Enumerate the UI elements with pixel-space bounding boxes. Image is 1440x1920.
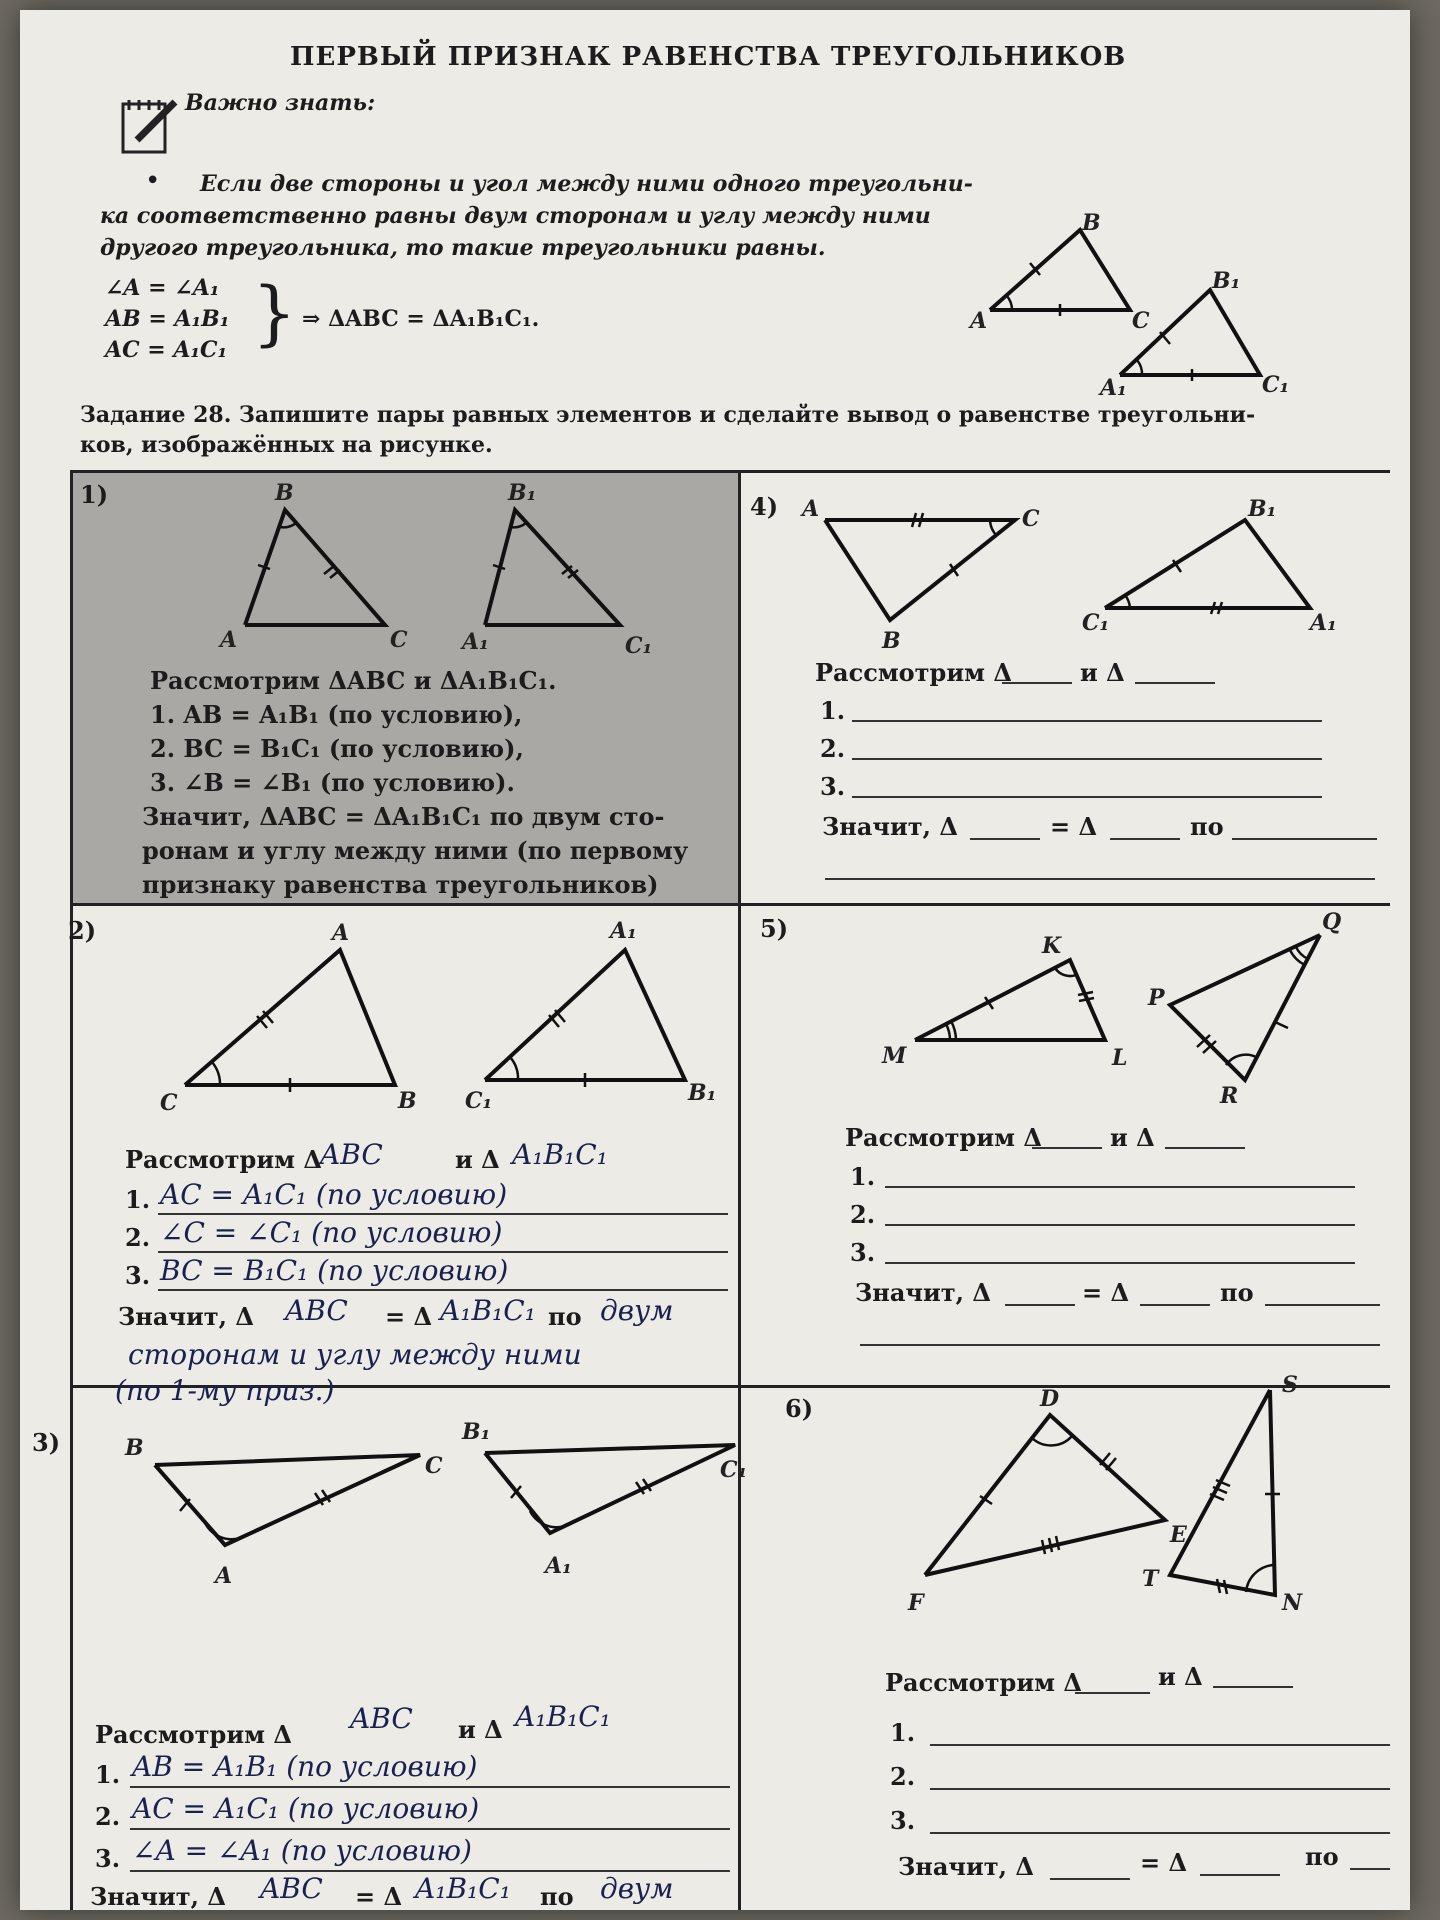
rule-line-3: другого треугольника, то такие треугольники равны. [100, 235, 826, 261]
cell-3-hw-c1[interactable]: ABC [260, 1872, 323, 1905]
cell-1-number: 1) [80, 480, 109, 509]
label-a1: A₁ [1100, 375, 1127, 401]
cell-2-hw-reason-2[interactable]: (по 1-му приз.) [115, 1374, 335, 1407]
cell-5-and: и Δ [1110, 1123, 1155, 1152]
cell-5-therefore: Значит, Δ [855, 1278, 991, 1307]
cell-1-line-1: Рассмотрим ΔABC и ΔA₁B₁C₁. [150, 666, 557, 695]
cell-2-line-2 [158, 1251, 728, 1253]
cell-3-l2: 2. [95, 1802, 121, 1831]
rule-figure [960, 210, 1300, 410]
label-b1: B₁ [508, 480, 537, 506]
task-line-2: ков, изображённых на рисунке. [80, 432, 493, 458]
cell-3-eq: = Δ [355, 1882, 403, 1911]
cell-5-l2: 2. [850, 1200, 876, 1229]
cell-4-number: 4) [750, 492, 779, 521]
cell-5-l1: 1. [850, 1162, 876, 1191]
cell-5-l3: 3. [850, 1238, 876, 1267]
cell-5-eq: = Δ [1082, 1278, 1130, 1307]
label-c: C [425, 1453, 443, 1479]
cell-2-line-1 [158, 1213, 728, 1215]
label-b1: B₁ [688, 1080, 717, 1106]
label-t: T [1142, 1566, 1159, 1592]
page-title: ПЕРВЫЙ ПРИЗНАК РАВЕНСТВА ТРЕУГОЛЬНИКОВ [290, 42, 1127, 72]
cell-2-line-3 [158, 1289, 728, 1291]
label-b: B [1082, 210, 1101, 236]
cell-3-hw-1[interactable]: AB = A₁B₁ (по условию) [132, 1750, 478, 1783]
label-a: A [215, 1563, 233, 1589]
cell-4-blank-c2[interactable] [1110, 838, 1180, 840]
label-d: D [1040, 1386, 1060, 1412]
condition-ab: AB = A₁B₁ [105, 306, 230, 332]
label-b: B [882, 628, 901, 654]
label-c1: C₁ [1262, 372, 1290, 398]
cell-3-hw-c2[interactable]: A₁B₁C₁ [415, 1872, 511, 1905]
label-a: A [332, 920, 350, 946]
cell-4-by: по [1190, 812, 1224, 841]
cell-4-eq: = Δ [1050, 812, 1098, 841]
cell-1-line-3: 2. BC = B₁C₁ (по условию), [150, 734, 524, 763]
cell-6-blank-by[interactable] [1350, 1868, 1390, 1870]
cell-4-blank-reason[interactable] [825, 878, 1375, 880]
cell-3-hw-t1[interactable]: ABC [350, 1702, 413, 1735]
cell-4-blank-by[interactable] [1232, 838, 1377, 840]
label-a1: A₁ [462, 629, 489, 655]
cell-3-l3: 3. [95, 1844, 121, 1873]
cell-2-hw-2[interactable]: ∠C = ∠C₁ (по условию) [160, 1216, 503, 1249]
cell-5-figure [870, 905, 1350, 1115]
label-a1: A₁ [545, 1553, 572, 1579]
label-a1: A₁ [1310, 610, 1337, 636]
cell-6-l2: 2. [890, 1762, 916, 1791]
cell-4-and: и Δ [1080, 658, 1125, 687]
label-c1: C₁ [1082, 610, 1110, 636]
label-c: C [160, 1090, 178, 1116]
cell-2-l3: 3. [125, 1261, 151, 1290]
label-c: C [390, 627, 408, 653]
rule-line-1: Если две стороны и угол между ними одного треугольни- [200, 171, 973, 197]
brace: } [252, 272, 297, 354]
cell-4-blank-t2[interactable] [1135, 682, 1215, 684]
label-c: C [1022, 506, 1040, 532]
cell-2-l1: 1. [125, 1185, 151, 1214]
label-b1: B₁ [462, 1419, 491, 1445]
cell-6-consider: Рассмотрим Δ [885, 1668, 1082, 1697]
label-b: B [398, 1088, 417, 1114]
label-e: E [1170, 1522, 1187, 1548]
label-s: S [1282, 1372, 1298, 1398]
cell-5-blank-3[interactable] [885, 1262, 1355, 1264]
cell-1-line-5: Значит, ΔABC = ΔA₁B₁C₁ по двум сто- [142, 802, 665, 831]
cell-4-blank-3[interactable] [852, 796, 1322, 798]
label-b: B [275, 480, 294, 506]
cell-3-by: по [540, 1882, 574, 1911]
cell-3-line-1 [130, 1786, 730, 1788]
cell-5-blank-c1[interactable] [1005, 1304, 1075, 1306]
cell-5-consider: Рассмотрим Δ [845, 1123, 1042, 1152]
label-q: Q [1322, 909, 1342, 935]
cell-3-hw-3[interactable]: ∠A = ∠A₁ (по условию) [132, 1834, 472, 1867]
cell-3-hw-2[interactable]: AC = A₁C₁ (по условию) [132, 1792, 480, 1825]
cell-4-l2: 2. [820, 734, 846, 763]
cell-5-blank-t2[interactable] [1165, 1147, 1245, 1149]
cell-3-hw-by[interactable]: двум [600, 1872, 674, 1905]
cell-3-l1: 1. [95, 1760, 121, 1789]
cell-2-by: по [548, 1302, 582, 1331]
cell-1-line-4: 3. ∠B = ∠B₁ (по условию). [150, 768, 515, 797]
cell-5-by: по [1220, 1278, 1254, 1307]
condition-ac: AC = A₁C₁ [105, 337, 228, 363]
grid-top [70, 470, 1390, 473]
label-c1: C₁ [720, 1457, 748, 1483]
cell-2-figure [140, 910, 720, 1120]
cell-6-by: по [1305, 1842, 1339, 1871]
cell-6-blank-2[interactable] [930, 1788, 1390, 1790]
grid-middle [738, 470, 741, 1910]
cell-3-therefore: Значит, Δ [90, 1882, 226, 1911]
label-c1: C₁ [465, 1088, 493, 1114]
cell-4-figure [790, 480, 1350, 654]
label-b1: B₁ [1248, 496, 1277, 522]
cell-4-blank-2[interactable] [852, 758, 1322, 760]
rule-bullet: • [145, 166, 161, 196]
label-f: F [908, 1590, 924, 1616]
cell-6-blank-3[interactable] [930, 1832, 1390, 1834]
label-l: L [1112, 1045, 1128, 1071]
cell-1-figure [200, 475, 660, 665]
cell-5-blank-c2[interactable] [1140, 1304, 1210, 1306]
cell-6-therefore: Значит, Δ [898, 1852, 1034, 1881]
rule-conclusion: ⇒ ΔABC = ΔA₁B₁C₁. [302, 306, 540, 332]
label-a: A [970, 308, 988, 334]
condition-angle: ∠A = ∠A₁ [105, 275, 220, 301]
workbook-page [20, 10, 1410, 1910]
cell-4-therefore: Значит, Δ [822, 812, 958, 841]
cell-2-hw-1[interactable]: AC = A₁C₁ (по условию) [160, 1178, 508, 1211]
label-p: P [1148, 985, 1165, 1011]
task-text [80, 400, 1320, 460]
cell-1-line-7: признаку равенства треугольников) [142, 870, 659, 899]
cell-6-figure [890, 1370, 1410, 1630]
task-line-1: Задание 28. Запишите пары равных элементов и сделайте вывод о равенстве треугольни- [80, 402, 1256, 428]
cell-1-line-2: 1. AB = A₁B₁ (по условию), [150, 700, 523, 729]
label-n: N [1282, 1590, 1303, 1616]
label-b: B [125, 1435, 144, 1461]
cell-5-blank-t1[interactable] [1032, 1147, 1102, 1149]
cell-2-consider: Рассмотрим Δ [125, 1145, 322, 1174]
cell-3-consider: Рассмотрим Δ [95, 1720, 292, 1749]
cell-4-consider: Рассмотрим Δ [815, 658, 1012, 687]
cell-5-blank-reason[interactable] [860, 1344, 1380, 1346]
cell-5-blank-by[interactable] [1265, 1304, 1380, 1306]
label-k: K [1042, 933, 1062, 959]
label-m: M [882, 1043, 907, 1069]
cell-6-blank-c2[interactable] [1200, 1874, 1280, 1876]
cell-4-l3: 3. [820, 772, 846, 801]
cell-2-eq: = Δ [385, 1302, 433, 1331]
cell-6-blank-c1[interactable] [1050, 1878, 1130, 1880]
cell-2-therefore: Значит, Δ [118, 1302, 254, 1331]
cell-5-blank-2[interactable] [885, 1224, 1355, 1226]
label-c: C [1132, 308, 1150, 334]
cell-2-hw-reason-1[interactable]: сторонам и углу между ними [128, 1338, 582, 1371]
rule-text [100, 168, 980, 264]
label-r: R [1220, 1083, 1239, 1109]
grid-left [70, 470, 73, 1910]
cell-6-l3: 3. [890, 1806, 916, 1835]
cell-2-hw-c2[interactable]: A₁B₁C₁ [440, 1294, 536, 1327]
cell-2-hw-t1[interactable]: ABC [320, 1138, 383, 1171]
label-a: A [220, 627, 238, 653]
rule-line-2: ка соответственно равны двум сторонам и углу между ними [100, 203, 931, 229]
label-c1: C₁ [625, 633, 653, 659]
important-label: Важно знать: [185, 90, 376, 116]
notebook-pencil-icon [115, 90, 185, 160]
cell-4-blank-c1[interactable] [970, 838, 1040, 840]
cell-6-number: 6) [785, 1394, 814, 1423]
cell-3-figure [110, 1415, 748, 1595]
cell-3-hw-t2[interactable]: A₁B₁C₁ [515, 1700, 611, 1733]
cell-2-hw-by[interactable]: двум [600, 1294, 674, 1327]
cell-5-number: 5) [760, 914, 789, 943]
label-a1: A₁ [610, 918, 637, 944]
label-a: A [802, 496, 820, 522]
cell-1-line-6: ронам и углу между ними (по первому [142, 836, 689, 865]
cell-2-hw-t2[interactable]: A₁B₁C₁ [512, 1138, 608, 1171]
cell-2-hw-3[interactable]: BC = B₁C₁ (по условию) [160, 1254, 509, 1287]
cell-3-number: 3) [32, 1428, 61, 1457]
cell-4-blank-t1[interactable] [1002, 682, 1072, 684]
cell-4-blank-1[interactable] [852, 720, 1322, 722]
cell-3-line-2 [130, 1828, 730, 1830]
cell-3-and: и Δ [458, 1715, 503, 1744]
cell-6-blank-t1[interactable] [1075, 1692, 1150, 1694]
cell-6-blank-t2[interactable] [1213, 1686, 1293, 1688]
cell-4-l1: 1. [820, 696, 846, 725]
cell-6-eq: = Δ [1140, 1848, 1188, 1877]
cell-2-l2: 2. [125, 1223, 151, 1252]
cell-2-hw-c1[interactable]: ABC [285, 1294, 348, 1327]
cell-2-and: и Δ [455, 1145, 500, 1174]
cell-5-blank-1[interactable] [885, 1186, 1355, 1188]
label-b1: B₁ [1212, 268, 1241, 294]
cell-6-l1: 1. [890, 1718, 916, 1747]
cell-2-number: 2) [68, 916, 97, 945]
cell-6-blank-1[interactable] [930, 1744, 1390, 1746]
cell-6-and: и Δ [1158, 1662, 1203, 1691]
